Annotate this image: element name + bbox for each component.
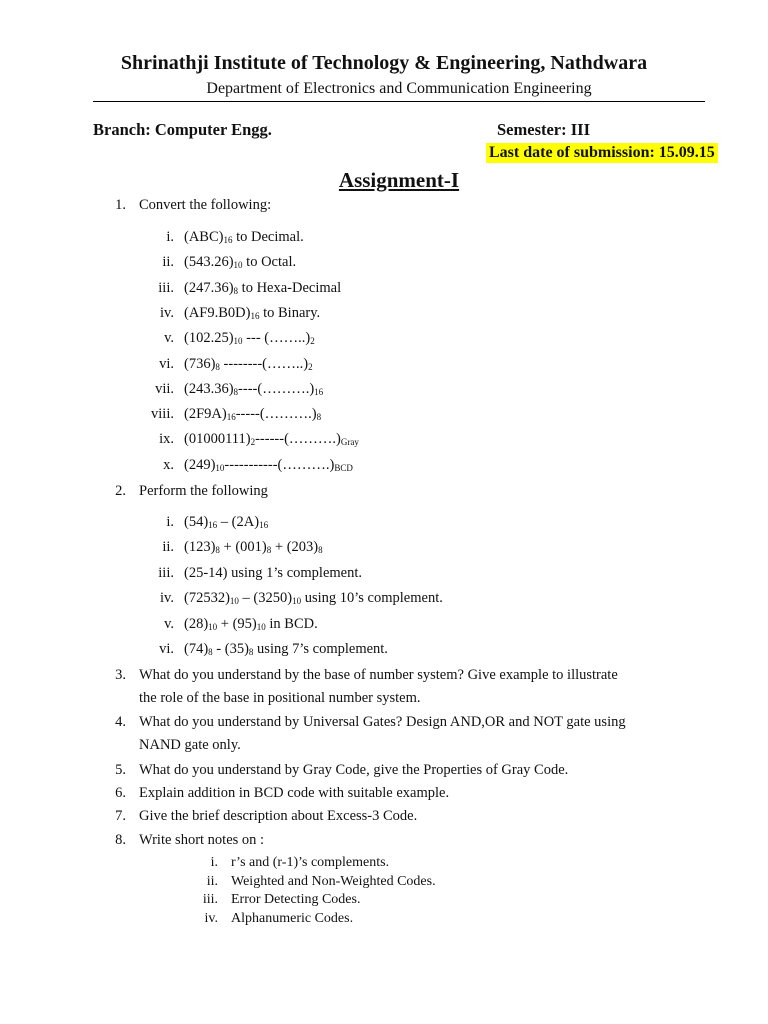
item-text: $(01000111)_2------(\dots\dots\dots.)_{Gray}$ [184, 431, 359, 448]
item-text: $(249)_{10}-----------(\dots\dots\dots.)_{BCD}$ [184, 456, 353, 473]
item-text: $(243.36)_8----(\dots\dots\dots.)_{16}$ [184, 380, 324, 397]
item-numeral: ii. [162, 539, 174, 556]
item-numeral: iii. [158, 564, 174, 581]
department-name: Department of Electronics and Communication Engineering [206, 80, 592, 97]
item-text: $(123)_8 + (001)_8 + (203)_8$ [184, 539, 323, 556]
branch-label: Branch: Computer Engg. [93, 120, 272, 139]
question-text-line: What do you understand by Universal Gates? Design AND,OR and NOT gate using [139, 714, 626, 730]
item-numeral: iii. [202, 892, 218, 908]
question-text-line: the role of the base in positional number system. [139, 690, 421, 706]
question-text-line: Give the brief description about Excess-3 Code. [139, 808, 418, 824]
question-number: 6. [115, 785, 126, 801]
item-text: $(72532)_{10} - (3250)_{10}$ using 10’s complement. [184, 590, 443, 607]
item-numeral: iv. [204, 910, 218, 926]
item-text: $(2F9A)_{16}-----(\dots\dots\dots.)_8$ [184, 406, 322, 423]
item-text: Error Detecting Codes. [231, 892, 361, 908]
question-text-line: Explain addition in BCD code with suitable example. [139, 785, 450, 801]
question-number: 4. [115, 714, 126, 730]
item-numeral: viii. [151, 406, 174, 423]
item-text: $(736)_8$ $--------(\dots\dots..)_2$ [184, 355, 313, 372]
item-text: Weighted and Non-Weighted Codes. [231, 873, 436, 889]
item-numeral: ii. [162, 254, 174, 271]
question-text: Convert the following: [139, 197, 272, 213]
question-text: Perform the following [139, 483, 268, 499]
item-text: $(ABC)_{16}$ to Decimal. [184, 229, 304, 245]
item-text: $(247.36)_8$ to Hexa-Decimal [184, 279, 342, 296]
question-number: 8. [115, 832, 126, 848]
question-number: 5. [115, 762, 126, 778]
submission-deadline: Last date of submission: 15.09.15 [486, 143, 718, 163]
item-text: $(28)_{10} + (95)_{10}$ in BCD. [184, 615, 318, 632]
assignment-title: Assignment-I [338, 168, 460, 192]
item-numeral: i. [210, 855, 218, 870]
item-numeral: iii. [158, 279, 174, 296]
question-number: 1. [115, 197, 126, 213]
item-numeral: x. [163, 456, 174, 473]
item-numeral: vi. [159, 641, 174, 657]
item-text: (25-14) using 1’s complement. [184, 564, 363, 581]
item-numeral: i. [166, 229, 174, 245]
item-text: $(74)_8 - (35)_8$ using 7’s complement. [184, 641, 388, 657]
item-numeral: v. [164, 615, 174, 632]
question-text: Write short notes on : [139, 832, 265, 848]
semester-label: Semester: III [497, 120, 591, 139]
item-numeral: ii. [206, 873, 218, 889]
item-numeral: ix. [159, 431, 174, 448]
question-number: 2. [115, 483, 126, 499]
question-number: 3. [115, 667, 126, 683]
question-text-line: What do you understand by Gray Code, give the Properties of Gray Code. [139, 762, 569, 778]
item-numeral: v. [164, 330, 174, 347]
item-text: $(54)_{16} - (2A)_{16}$ [184, 514, 269, 530]
item-text: $(543.26)_{10}$ to Octal. [184, 254, 297, 271]
item-numeral: vi. [159, 355, 174, 372]
item-text: $(AF9.B0D)_{16}$ to Binary. [184, 304, 321, 321]
item-numeral: iv. [160, 304, 174, 321]
question-text-line: What do you understand by the base of number system? Give example to illustrate [139, 667, 618, 683]
item-numeral: i. [166, 514, 174, 530]
item-text: $(102.25)_{10}$ --- $(\dots\dots..)_2$ [184, 330, 315, 347]
item-text: Alphanumeric Codes. [231, 910, 354, 926]
item-text: r’s and (r-1)’s complements. [231, 855, 390, 870]
header-divider [93, 101, 705, 102]
item-numeral: vii. [155, 380, 174, 397]
question-text-line: NAND gate only. [139, 737, 241, 753]
item-numeral: iv. [160, 590, 174, 607]
question-number: 7. [115, 808, 126, 824]
institute-name: Shrinathji Institute of Technology & Engineering, Nathdwara [120, 52, 648, 74]
